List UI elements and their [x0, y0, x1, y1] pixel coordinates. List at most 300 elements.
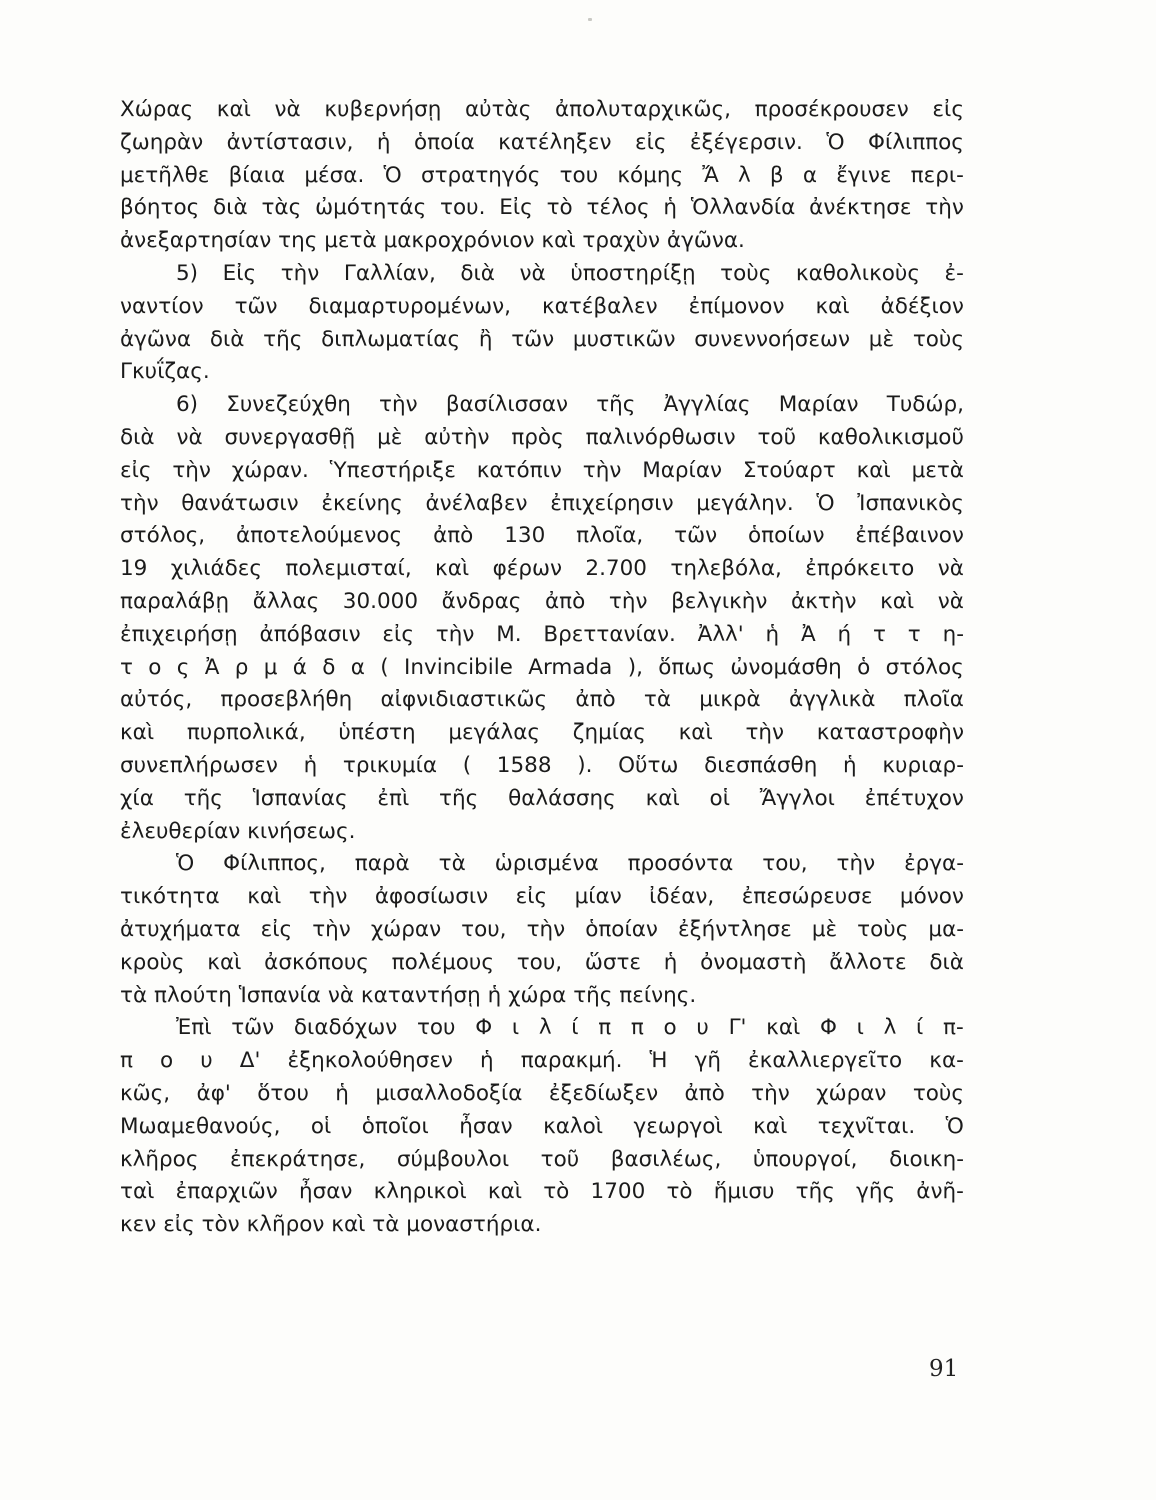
text-line: [120, 881, 964, 914]
word: καλοὶ: [543, 1113, 604, 1139]
word: τὴν: [925, 195, 964, 221]
word: ὑπέστη: [338, 720, 416, 746]
word: τὰ: [372, 1212, 400, 1238]
word: ἄνδρας: [441, 588, 522, 614]
word: καὶ: [247, 884, 282, 910]
word: βασιλέως,: [610, 1146, 722, 1172]
word: διὰ: [120, 424, 155, 450]
text-line: [120, 94, 964, 127]
word: Γ': [728, 1015, 747, 1041]
word: μεγάλην.: [696, 490, 794, 516]
word: περι-: [910, 162, 964, 188]
text-line: [120, 783, 964, 816]
word: (: [380, 654, 389, 680]
word: ὁποῖοι: [361, 1113, 429, 1139]
word: θανάτωσιν: [181, 490, 299, 516]
word: τὴν: [435, 621, 475, 647]
word: Ὑπεστήριξε: [329, 457, 456, 483]
word: καὶ: [753, 1113, 788, 1139]
word: διαμαρτυρομένων,: [308, 293, 511, 319]
word: διπλωματίας: [321, 326, 461, 352]
word: θαλάσσης: [508, 785, 616, 811]
word: εἰς: [932, 97, 964, 122]
word: τῶν: [231, 1015, 275, 1041]
word: ἀπὸ: [684, 1080, 725, 1106]
word: κόμης: [617, 162, 684, 188]
word: Ἀγγλίας: [663, 392, 751, 418]
word: ς: [176, 654, 190, 680]
word: τὴν: [608, 588, 648, 614]
word: μυστικῶν: [572, 326, 676, 352]
word: του: [416, 1015, 456, 1041]
word: χιλιάδες: [170, 556, 263, 582]
word: ο: [148, 654, 162, 680]
text-line: [120, 1144, 964, 1177]
word: Ἱσπανίας: [252, 785, 348, 811]
word: νὰ: [937, 588, 964, 614]
text-line: [120, 225, 964, 258]
word: 1700: [590, 1179, 646, 1205]
text-line: [120, 291, 964, 324]
word: ἐξεδίωξεν: [548, 1080, 659, 1106]
word: ἀνέκτησε: [809, 195, 912, 221]
word: οἱ: [709, 785, 730, 811]
word: ἦσαν: [298, 1179, 353, 1205]
word: του: [559, 162, 599, 188]
word: Δ': [239, 1048, 261, 1074]
word: τὸ: [543, 1179, 570, 1205]
word: ἡ: [765, 621, 780, 647]
word: Μωαμεθανούς,: [120, 1113, 281, 1139]
word: ),: [627, 654, 643, 680]
word: τὰ: [120, 982, 148, 1008]
word: αἰφνιδιαστικῶς: [380, 687, 548, 713]
word: τέλος: [586, 195, 650, 221]
word: διὰ: [460, 260, 495, 286]
word: ἐπιχείρησιν: [550, 490, 674, 516]
text-line: [120, 258, 964, 291]
word: αὐτὴν: [424, 424, 490, 450]
text-line: [120, 619, 964, 652]
word: ὠμότητάς: [315, 195, 427, 221]
word: Ὁ: [816, 490, 835, 516]
word: τὴν: [836, 851, 876, 877]
text-line: [120, 127, 964, 160]
word: μακροχρόνιον: [383, 228, 535, 254]
word: ἐκείνης: [321, 490, 403, 516]
word: καταστροφὴν: [816, 720, 964, 746]
word: ἐπέβαινον: [855, 523, 964, 549]
word: ἄλλας: [252, 588, 320, 614]
word: Εἰς: [499, 195, 533, 221]
text-line: [120, 717, 964, 750]
word: κινήσεως.: [247, 818, 356, 844]
word: εἰς: [163, 1212, 195, 1238]
word: στόλος,: [120, 523, 206, 549]
word: τ: [873, 621, 886, 647]
word: πλοῖα: [903, 687, 964, 713]
word: ἐξήντλησε: [677, 916, 792, 942]
word: μὲ: [868, 326, 895, 352]
word: καὶ: [120, 720, 155, 746]
word: Ἄ: [702, 162, 719, 188]
word: υ: [696, 1015, 709, 1041]
text-line: [120, 160, 964, 193]
word: βίαια: [228, 162, 286, 188]
word: ά: [292, 654, 307, 680]
word: π: [120, 1048, 133, 1074]
text-line: [120, 750, 964, 783]
word: εἰς: [382, 621, 414, 647]
word: τ: [907, 621, 921, 647]
word: καὶ: [216, 97, 251, 122]
word: τὰς: [261, 195, 302, 221]
word: τραχὺν: [582, 228, 661, 254]
word: τὴν: [526, 916, 566, 942]
word: διαδόχων: [293, 1015, 398, 1041]
word: ἀτυχήματα: [120, 916, 241, 942]
word: καὶ: [880, 588, 915, 614]
word: της: [278, 228, 318, 254]
word: του,: [762, 851, 808, 877]
word: ἀνέλαβεν: [425, 490, 528, 516]
word: διὰ: [213, 195, 248, 221]
word: λ: [883, 1015, 897, 1041]
word: μετὰ: [911, 457, 964, 483]
word: ὅπως: [658, 654, 715, 680]
word: Ὁ: [176, 851, 195, 877]
word: καὶ: [856, 457, 891, 483]
word: α: [350, 654, 365, 680]
word: Ἀλλ': [697, 621, 744, 647]
word: μοναστήρια.: [406, 1212, 542, 1238]
word: τῶν: [511, 326, 555, 352]
word: Μ.: [496, 621, 522, 647]
word: τοὺς: [857, 916, 909, 942]
word: προσέκρουσεν: [754, 97, 909, 122]
word: Οὕτω: [618, 752, 679, 778]
word: διοικη-: [889, 1146, 964, 1172]
word: στρατηγός: [420, 162, 541, 188]
word: ἰδέαν,: [649, 884, 715, 910]
word: ἐπὶ: [377, 785, 410, 811]
word: τὸ: [666, 1179, 693, 1205]
word: ἀγῶνα.: [666, 228, 745, 254]
word: ὑπουργοί,: [752, 1146, 858, 1172]
word: κατόπιν: [476, 457, 562, 483]
word: πολεμισταί,: [285, 556, 412, 582]
word: Φίλιππος,: [223, 851, 326, 877]
word: μα-: [928, 916, 964, 942]
word: Συνεζεύχθη: [226, 392, 351, 418]
word: η-: [942, 621, 964, 647]
word: τῆς: [439, 785, 479, 811]
word: Φ: [819, 1015, 837, 1041]
word: ὁ: [857, 654, 871, 680]
word: καὶ: [331, 1212, 366, 1238]
word: καὶ: [766, 1015, 801, 1041]
word: ἀνεξαρτησίαν: [120, 228, 272, 254]
word: τὴν: [172, 457, 211, 483]
word: ἐπρόκειτο: [805, 556, 915, 582]
word: ἀσκόπους: [264, 949, 369, 975]
word: τικότητα: [120, 884, 220, 910]
word: τοὺς: [912, 1080, 964, 1106]
word: ἀγῶνα: [120, 326, 192, 352]
word: βελγικὴν: [671, 588, 768, 614]
word: καὶ: [207, 949, 242, 975]
word: νὰ: [327, 982, 355, 1008]
scan-speck: [588, 18, 592, 21]
word: Ὁ: [826, 129, 845, 155]
word: ἀπολυταρχικῶς,: [554, 97, 731, 122]
word: π-: [943, 1015, 964, 1041]
word: μετῆλθε: [120, 162, 210, 188]
word: διὰ: [209, 326, 245, 352]
word: ὠνομάσθη: [730, 654, 842, 680]
word: Μαρίαν: [778, 392, 859, 418]
text-line: [120, 1078, 964, 1111]
word: καὶ: [541, 228, 576, 254]
word: ἀφ': [196, 1080, 231, 1106]
word: στόλος: [885, 654, 964, 680]
word: Ἡ: [649, 1048, 668, 1074]
text-line: [120, 1209, 964, 1242]
word: ἐλευθερίαν: [120, 818, 241, 844]
word: 19: [120, 556, 148, 582]
page-body: [120, 94, 964, 1424]
word: ή: [837, 621, 852, 647]
word: γεωργοὶ: [633, 1113, 723, 1139]
word: τ: [120, 654, 133, 680]
word: πλούτη: [154, 982, 232, 1008]
word: (: [462, 752, 472, 778]
word: ἐκαλλιεργεῖτο: [748, 1048, 903, 1074]
word: Ἀ: [801, 621, 816, 647]
word: ρ: [234, 654, 249, 680]
word: 130: [504, 523, 546, 549]
word: π: [630, 1015, 644, 1041]
word: ἔγινε: [836, 162, 892, 188]
text-line: [120, 848, 964, 881]
word: Ὁλλανδία: [690, 195, 796, 221]
word: νὰ: [274, 97, 301, 122]
word: παρακμή.: [520, 1048, 623, 1074]
word: πλοῖα,: [576, 523, 644, 549]
page-number: 91: [929, 1356, 959, 1382]
word: μετὰ: [324, 228, 377, 254]
word: μέσα.: [304, 162, 365, 188]
word: ὡρισμένα: [494, 851, 599, 877]
word: ἦσαν: [459, 1113, 513, 1139]
word: του.: [440, 195, 486, 221]
text-line: [120, 684, 964, 717]
text-line: [120, 324, 964, 357]
word: τοὺς: [720, 260, 772, 286]
word: π: [598, 1015, 612, 1041]
word: εἰς: [120, 457, 152, 483]
word: ὑποστηρίξῃ: [570, 260, 696, 286]
word: Ὁ: [383, 162, 402, 188]
word: Ἀ: [204, 654, 220, 680]
word: τὴν: [120, 490, 159, 516]
word: τῆς: [263, 326, 303, 352]
word: ὁποίων: [747, 523, 825, 549]
word: προσόντα: [627, 851, 734, 877]
word: πολέμους: [391, 949, 494, 975]
word: τοὺς: [912, 326, 964, 352]
word: ).: [577, 752, 593, 778]
word: ἐπεκράτησε,: [230, 1146, 366, 1172]
word: παραλάβῃ: [120, 588, 230, 614]
word: ἡ: [663, 195, 678, 221]
text-line: [120, 389, 964, 422]
word: διεσπάσθη: [704, 752, 818, 778]
word: ἡ: [663, 949, 678, 975]
word: καταντήσῃ: [360, 982, 481, 1008]
word: χώραν.: [231, 457, 309, 483]
word: ἐπέτυχον: [864, 785, 964, 811]
word: κυριαρ-: [882, 752, 964, 778]
word: κροὺς: [120, 949, 185, 975]
word: χία: [120, 785, 154, 811]
text-line: [120, 816, 964, 849]
word: λ: [538, 1015, 552, 1041]
word: τὴν: [312, 916, 351, 942]
word: πρὸς: [511, 424, 564, 450]
word: γῆ: [694, 1048, 721, 1074]
word: καθολικισμοῦ: [817, 424, 964, 450]
word: γῆς: [856, 1179, 896, 1205]
word: τὰ: [643, 687, 672, 713]
text-line: [120, 520, 964, 553]
word: καθολικοὺς: [795, 260, 920, 286]
word: καὶ: [487, 1179, 522, 1205]
text-line: [120, 947, 964, 980]
word: μικρὰ: [699, 687, 761, 713]
word: τὸ: [546, 195, 573, 221]
text-line: [120, 488, 964, 521]
word: ζημίας: [572, 720, 646, 746]
word: ὅτου: [257, 1080, 309, 1106]
word: Φίλιππος: [868, 129, 964, 155]
word: ἐπίμονον: [688, 293, 785, 319]
word: συνεργασθῇ: [224, 424, 356, 450]
word: τῆς: [183, 785, 223, 811]
word: αὐτὰς: [464, 97, 532, 122]
word: μὲ: [811, 916, 838, 942]
word: ἀντίστασιν,: [226, 129, 354, 155]
word: νὰ: [519, 260, 546, 286]
word: εἰς: [260, 916, 293, 942]
text-line: [120, 980, 964, 1013]
word: εἰς: [515, 884, 548, 910]
word: κα-: [929, 1048, 964, 1074]
word: συνεπλήρωσεν: [120, 752, 278, 778]
word: Ἄγγλοι: [759, 785, 835, 811]
word: Βρεττανίαν.: [543, 621, 676, 647]
text-line: [120, 192, 964, 225]
word: ί: [571, 1015, 579, 1041]
word: τεχνῖται.: [817, 1113, 916, 1139]
word: καὶ: [678, 720, 713, 746]
word: λ: [738, 162, 751, 188]
text-line: [120, 652, 964, 685]
word: ἡ: [335, 1080, 349, 1106]
text-line: [120, 422, 964, 455]
word: κυβερνήσῃ: [324, 97, 442, 122]
word: σύμβουλοι: [396, 1146, 510, 1172]
text-line: [120, 1012, 964, 1045]
word: παρὰ: [354, 851, 410, 877]
word: ἡ: [303, 752, 318, 778]
word: χώρα: [508, 982, 567, 1008]
word: μὲ: [377, 424, 403, 450]
word: ἀνῆ-: [916, 1179, 964, 1205]
word: ναντίον: [120, 293, 204, 319]
word: τοῦ: [540, 1146, 580, 1172]
word: ὁποία: [414, 129, 475, 155]
word: Armada: [528, 654, 613, 680]
word: του,: [461, 916, 507, 942]
word: κατέβαλεν: [541, 293, 658, 319]
word: κατέληξεν: [498, 129, 612, 155]
text-line: [120, 1111, 964, 1144]
word: παλινόρθωσιν: [585, 424, 736, 450]
word: χώραν: [370, 916, 442, 942]
word: τὸν: [201, 1212, 240, 1238]
word: τὴν: [379, 392, 418, 418]
word: τῶν: [234, 293, 278, 319]
text-line: [120, 455, 964, 488]
word: ὁποίαν: [585, 916, 658, 942]
word: Γκυΐζας.: [120, 359, 210, 385]
word: τὰ: [438, 851, 466, 877]
word: πυρπολικά,: [186, 720, 306, 746]
word: ἥμισυ: [713, 1179, 775, 1205]
word: ἀγγλικὰ: [788, 687, 876, 713]
word: Ὁ: [945, 1113, 964, 1139]
word: Ἱσπανία: [238, 982, 321, 1008]
word: ἐπιχειρήσῃ: [120, 621, 238, 647]
text-line: [120, 553, 964, 586]
word: Φ: [475, 1015, 493, 1041]
word: Μαρίαν: [642, 457, 723, 483]
word: βόητος: [120, 195, 200, 221]
word: τῆς: [795, 1179, 835, 1205]
text-line: [120, 914, 964, 947]
word: Γαλλίαν,: [343, 260, 436, 286]
word: Εἰς: [222, 260, 257, 286]
word: καὶ: [815, 293, 850, 319]
word: ι: [856, 1015, 864, 1041]
word: ἄλλοτε: [829, 949, 907, 975]
word: α: [802, 162, 818, 188]
word: τῆς: [573, 982, 613, 1008]
word: ο: [160, 1048, 174, 1074]
word: φέρων: [492, 556, 563, 582]
word: ταὶ: [120, 1179, 155, 1205]
word: κῶς,: [120, 1080, 171, 1106]
word: κλῆρον: [246, 1212, 325, 1238]
word: Ἰσπανικὸς: [857, 490, 964, 516]
word: ὥστε: [584, 949, 642, 975]
word: συνεννοήσεων: [694, 326, 851, 352]
word: μ: [263, 654, 278, 680]
word: τῆς: [596, 392, 636, 418]
word: ι: [511, 1015, 520, 1041]
word: ἐπαρχιῶν: [175, 1179, 278, 1205]
